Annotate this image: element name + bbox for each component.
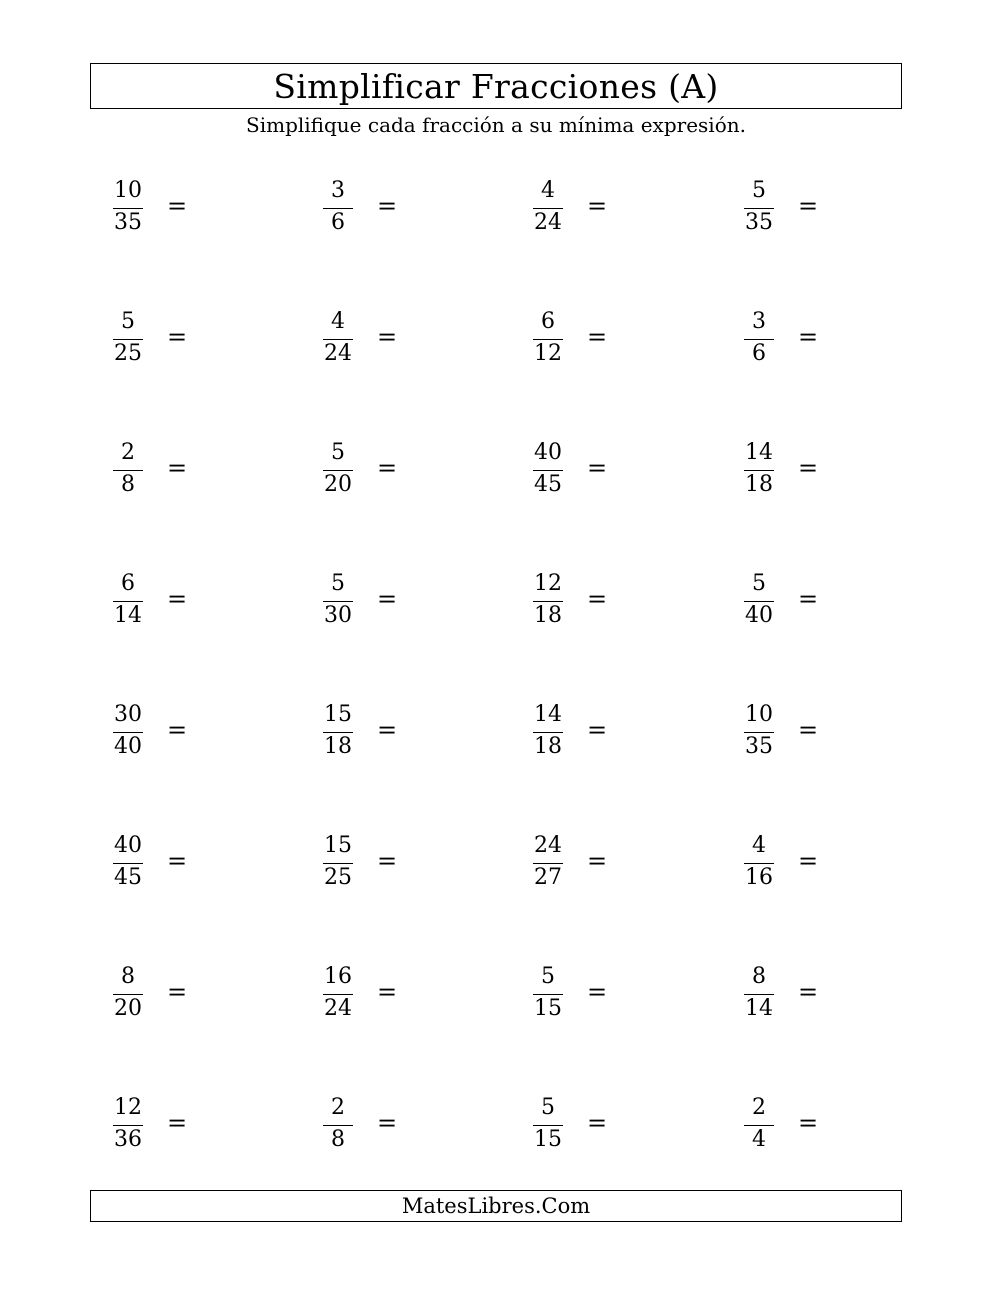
numerator: 15 xyxy=(324,833,352,858)
fraction-bar xyxy=(323,208,353,209)
denominator: 16 xyxy=(745,865,773,890)
denominator: 6 xyxy=(331,210,345,235)
fraction xyxy=(741,567,777,637)
equals-sign: = xyxy=(377,978,398,1006)
denominator: 25 xyxy=(114,341,142,366)
numerator: 5 xyxy=(541,1095,555,1120)
fraction xyxy=(530,698,566,768)
numerator: 10 xyxy=(745,702,773,727)
numerator: 5 xyxy=(752,571,766,596)
problem-item xyxy=(110,436,230,506)
numerator: 14 xyxy=(745,440,773,465)
numerator: 15 xyxy=(324,702,352,727)
equals-sign: = xyxy=(587,585,608,613)
denominator: 14 xyxy=(745,996,773,1021)
fraction xyxy=(320,436,356,506)
denominator: 15 xyxy=(534,996,562,1021)
equals-sign: = xyxy=(167,192,188,220)
problem-item xyxy=(741,567,861,637)
equals-sign: = xyxy=(167,454,188,482)
fraction xyxy=(320,1091,356,1161)
fraction-bar xyxy=(533,732,563,733)
numerator: 10 xyxy=(114,178,142,203)
fraction xyxy=(741,829,777,899)
fraction-bar xyxy=(113,339,143,340)
denominator: 20 xyxy=(324,472,352,497)
fraction xyxy=(320,305,356,375)
title-box xyxy=(90,63,902,109)
problem-item xyxy=(741,174,861,244)
numerator: 14 xyxy=(534,702,562,727)
denominator: 36 xyxy=(114,1127,142,1152)
fraction-bar xyxy=(113,470,143,471)
fraction-bar xyxy=(113,732,143,733)
fraction xyxy=(530,436,566,506)
equals-sign: = xyxy=(377,585,398,613)
equals-sign: = xyxy=(798,716,819,744)
denominator: 30 xyxy=(324,603,352,628)
denominator: 45 xyxy=(534,472,562,497)
equals-sign: = xyxy=(798,323,819,351)
fraction xyxy=(110,174,146,244)
problem-item xyxy=(741,829,861,899)
fraction-bar xyxy=(113,863,143,864)
problem-item xyxy=(320,174,440,244)
fraction-bar xyxy=(744,339,774,340)
numerator: 40 xyxy=(114,833,142,858)
denominator: 24 xyxy=(324,341,352,366)
numerator: 30 xyxy=(114,702,142,727)
problem-item xyxy=(320,1091,440,1161)
equals-sign: = xyxy=(167,847,188,875)
equals-sign: = xyxy=(798,847,819,875)
fraction-bar xyxy=(323,863,353,864)
denominator: 35 xyxy=(745,734,773,759)
denominator: 18 xyxy=(534,603,562,628)
fraction-bar xyxy=(323,994,353,995)
fraction-bar xyxy=(533,339,563,340)
problem-item xyxy=(110,174,230,244)
fraction-bar xyxy=(323,470,353,471)
numerator: 8 xyxy=(752,964,766,989)
equals-sign: = xyxy=(798,978,819,1006)
fraction-bar xyxy=(744,994,774,995)
fraction xyxy=(320,698,356,768)
numerator: 4 xyxy=(752,833,766,858)
problem-item xyxy=(530,174,650,244)
fraction xyxy=(110,436,146,506)
problem-item xyxy=(110,1091,230,1161)
problem-item xyxy=(110,829,230,899)
equals-sign: = xyxy=(798,454,819,482)
problem-item xyxy=(320,829,440,899)
numerator: 12 xyxy=(534,571,562,596)
denominator: 18 xyxy=(534,734,562,759)
fraction xyxy=(530,305,566,375)
footer-box xyxy=(90,1190,902,1222)
fraction-bar xyxy=(113,601,143,602)
fraction-bar xyxy=(744,208,774,209)
numerator: 8 xyxy=(121,964,135,989)
problem-item xyxy=(741,1091,861,1161)
fraction xyxy=(741,305,777,375)
equals-sign: = xyxy=(587,192,608,220)
fraction-bar xyxy=(113,208,143,209)
fraction-bar xyxy=(323,732,353,733)
fraction xyxy=(530,1091,566,1161)
numerator: 5 xyxy=(121,309,135,334)
denominator: 6 xyxy=(752,341,766,366)
equals-sign: = xyxy=(377,1109,398,1137)
fraction xyxy=(110,1091,146,1161)
equals-sign: = xyxy=(167,716,188,744)
equals-sign: = xyxy=(377,192,398,220)
problem-item xyxy=(110,305,230,375)
numerator: 5 xyxy=(541,964,555,989)
numerator: 4 xyxy=(331,309,345,334)
denominator: 8 xyxy=(121,472,135,497)
denominator: 35 xyxy=(745,210,773,235)
numerator: 6 xyxy=(121,571,135,596)
problem-item xyxy=(320,436,440,506)
numerator: 3 xyxy=(331,178,345,203)
equals-sign: = xyxy=(167,585,188,613)
fraction-bar xyxy=(113,994,143,995)
denominator: 15 xyxy=(534,1127,562,1152)
numerator: 12 xyxy=(114,1095,142,1120)
fraction xyxy=(320,829,356,899)
problem-item xyxy=(741,960,861,1030)
equals-sign: = xyxy=(377,716,398,744)
fraction-bar xyxy=(323,1125,353,1126)
fraction-bar xyxy=(533,863,563,864)
fraction-bar xyxy=(533,601,563,602)
denominator: 4 xyxy=(752,1127,766,1152)
equals-sign: = xyxy=(167,1109,188,1137)
problem-item xyxy=(530,436,650,506)
denominator: 24 xyxy=(534,210,562,235)
numerator: 5 xyxy=(752,178,766,203)
fraction-bar xyxy=(113,1125,143,1126)
fraction xyxy=(110,698,146,768)
equals-sign: = xyxy=(587,454,608,482)
fraction xyxy=(530,960,566,1030)
fraction-bar xyxy=(533,208,563,209)
equals-sign: = xyxy=(798,1109,819,1137)
problem-item xyxy=(741,436,861,506)
instructions: Simplifique cada fracción a su mínima expresión. xyxy=(246,113,746,137)
fraction-bar xyxy=(533,994,563,995)
equals-sign: = xyxy=(377,323,398,351)
equals-sign: = xyxy=(798,192,819,220)
problem-item xyxy=(530,567,650,637)
fraction-bar xyxy=(744,1125,774,1126)
numerator: 24 xyxy=(534,833,562,858)
denominator: 24 xyxy=(324,996,352,1021)
numerator: 40 xyxy=(534,440,562,465)
fraction xyxy=(110,567,146,637)
fraction xyxy=(530,829,566,899)
problem-item xyxy=(741,305,861,375)
fraction-bar xyxy=(323,339,353,340)
denominator: 25 xyxy=(324,865,352,890)
numerator: 3 xyxy=(752,309,766,334)
problem-item xyxy=(320,305,440,375)
fraction-bar xyxy=(323,601,353,602)
equals-sign: = xyxy=(167,323,188,351)
numerator: 4 xyxy=(541,178,555,203)
denominator: 18 xyxy=(324,734,352,759)
denominator: 18 xyxy=(745,472,773,497)
denominator: 35 xyxy=(114,210,142,235)
denominator: 40 xyxy=(745,603,773,628)
equals-sign: = xyxy=(587,978,608,1006)
denominator: 40 xyxy=(114,734,142,759)
numerator: 2 xyxy=(121,440,135,465)
fraction-bar xyxy=(744,470,774,471)
equals-sign: = xyxy=(587,716,608,744)
denominator: 14 xyxy=(114,603,142,628)
fraction xyxy=(110,829,146,899)
fraction-bar xyxy=(744,863,774,864)
numerator: 16 xyxy=(324,964,352,989)
problem-item xyxy=(530,1091,650,1161)
fraction xyxy=(320,960,356,1030)
denominator: 8 xyxy=(331,1127,345,1152)
problem-item xyxy=(110,567,230,637)
numerator: 2 xyxy=(331,1095,345,1120)
fraction-bar xyxy=(533,470,563,471)
problem-item xyxy=(530,698,650,768)
equals-sign: = xyxy=(587,323,608,351)
fraction xyxy=(320,567,356,637)
fraction xyxy=(110,960,146,1030)
denominator: 45 xyxy=(114,865,142,890)
fraction xyxy=(741,436,777,506)
fraction xyxy=(741,960,777,1030)
equals-sign: = xyxy=(587,847,608,875)
page-title: Simplificar Fracciones (A) xyxy=(273,66,719,106)
numerator: 6 xyxy=(541,309,555,334)
equals-sign: = xyxy=(798,585,819,613)
numerator: 2 xyxy=(752,1095,766,1120)
problem-item xyxy=(110,698,230,768)
equals-sign: = xyxy=(377,847,398,875)
fraction xyxy=(741,698,777,768)
equals-sign: = xyxy=(167,978,188,1006)
fraction-bar xyxy=(744,601,774,602)
fraction xyxy=(741,1091,777,1161)
fraction-bar xyxy=(533,1125,563,1126)
footer-text: MatesLibres.Com xyxy=(401,1193,591,1218)
fraction xyxy=(110,305,146,375)
fraction xyxy=(320,174,356,244)
fraction-bar xyxy=(744,732,774,733)
problem-item xyxy=(320,960,440,1030)
equals-sign: = xyxy=(377,454,398,482)
denominator: 27 xyxy=(534,865,562,890)
equals-sign: = xyxy=(587,1109,608,1137)
denominator: 12 xyxy=(534,341,562,366)
numerator: 5 xyxy=(331,571,345,596)
problem-item xyxy=(320,698,440,768)
numerator: 5 xyxy=(331,440,345,465)
problem-item xyxy=(320,567,440,637)
fraction xyxy=(741,174,777,244)
problem-item xyxy=(530,960,650,1030)
problem-item xyxy=(530,305,650,375)
problem-item xyxy=(110,960,230,1030)
fraction xyxy=(530,174,566,244)
problem-item xyxy=(741,698,861,768)
fraction xyxy=(530,567,566,637)
problem-item xyxy=(530,829,650,899)
denominator: 20 xyxy=(114,996,142,1021)
